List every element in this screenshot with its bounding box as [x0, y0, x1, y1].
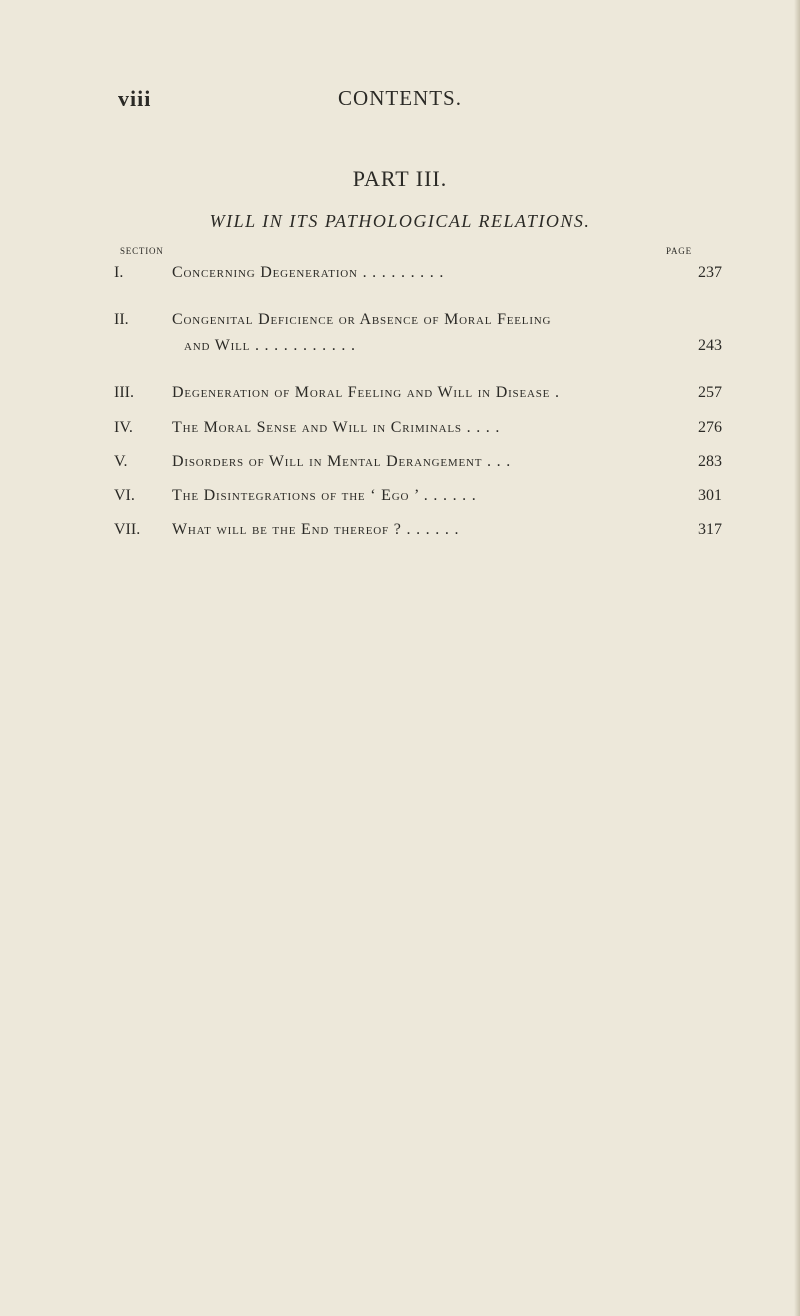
- section-page: 237: [698, 264, 722, 281]
- section-page: 257: [698, 384, 722, 401]
- section-title: The Disintegrations of the ‘ Ego ’ . . . . . .: [172, 487, 477, 504]
- section-number: I.: [114, 264, 124, 281]
- running-title: CONTENTS.: [338, 86, 462, 110]
- section-number: V.: [114, 453, 128, 470]
- section-title-continuation: and Will . . . . . . . . . . .: [184, 337, 356, 354]
- section-number: IV.: [114, 419, 133, 436]
- section-number: VII.: [114, 521, 141, 538]
- section-page: 276: [698, 419, 722, 436]
- section-page: 283: [698, 453, 722, 470]
- section-column-head: SECTION: [120, 246, 164, 256]
- part-subtitle: WILL IN ITS PATHOLOGICAL RELATIONS.: [209, 211, 591, 231]
- page-column-head: PAGE: [666, 246, 692, 256]
- part-title: PART III.: [352, 166, 448, 191]
- section-title: Concerning Degeneration . . . . . . . . .: [172, 264, 445, 281]
- section-page: 317: [698, 521, 722, 538]
- section-page: 301: [698, 487, 722, 504]
- section-number: II.: [114, 311, 129, 328]
- section-title: Degeneration of Moral Feeling and Will in Disease .: [172, 384, 560, 401]
- section-title: The Moral Sense and Will in Criminals . . . .: [172, 419, 501, 436]
- section-title: What will be the End thereof ? . . . . . .: [172, 521, 460, 538]
- page-edge-shadow: [794, 0, 800, 1316]
- page-number: viii: [118, 86, 152, 111]
- section-page: 243: [698, 337, 722, 354]
- section-number: III.: [114, 384, 134, 401]
- section-title: Disorders of Will in Mental Derangement . . .: [172, 453, 512, 470]
- section-number: VI.: [114, 487, 135, 504]
- running-head: [0, 86, 800, 116]
- section-title: Congenital Deficience or Absence of Moral Feeling: [172, 311, 552, 328]
